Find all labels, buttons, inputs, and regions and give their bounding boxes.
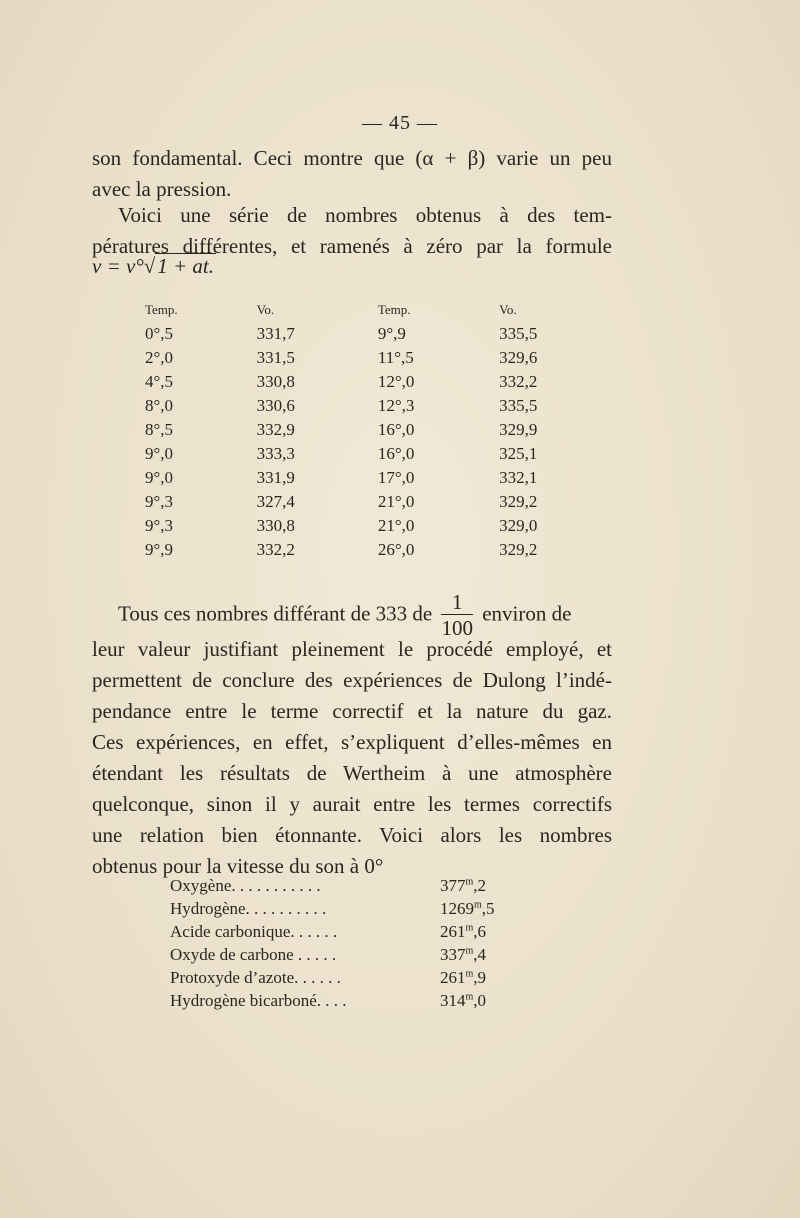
column-header: Vo. — [499, 302, 517, 317]
text-line: quelconque, sinon il y aurait entre les termes correctifs — [92, 792, 612, 816]
table-row — [100, 346, 580, 370]
table-cell: 330,8 — [256, 372, 295, 391]
gas-name: Acide carbonique. . . . . . — [170, 922, 338, 941]
table-cell: 331,9 — [256, 468, 295, 487]
gas-speed-value: 377 — [440, 876, 466, 895]
unit-superscript: m — [465, 991, 474, 1003]
gas-speed — [440, 945, 510, 968]
table-cell: 327,4 — [256, 492, 295, 511]
table-cell: 16°,0 — [377, 444, 415, 463]
gas-name: Oxygène. . . . . . . . . . . — [170, 876, 321, 895]
table-cell: 16°,0 — [377, 420, 415, 439]
column-header: Temp. — [377, 302, 411, 317]
table-cell: 335,5 — [499, 324, 538, 343]
list-item — [170, 968, 510, 991]
table-cell: 9°,9 — [145, 540, 174, 559]
fraction-numerator: 1 — [441, 590, 473, 615]
gas-speed-decimal: ,4 — [473, 945, 487, 964]
unit-superscript: m — [465, 945, 474, 957]
table-cell: 329,9 — [499, 420, 538, 439]
gas-speed-list — [170, 876, 510, 1014]
formula-left: v = v° — [92, 254, 144, 278]
column-header: Temp. — [145, 302, 178, 317]
table-cell: 11°,5 — [377, 348, 414, 367]
table-cell: 330,6 — [256, 396, 295, 415]
table-row — [100, 322, 580, 346]
unit-superscript: m — [474, 899, 482, 911]
paragraph-1 — [92, 143, 612, 205]
table-cell: 0°,5 — [145, 324, 174, 343]
table-cell: 329,0 — [499, 516, 538, 535]
table-cell: 17°,0 — [377, 468, 415, 487]
gas-speed-decimal: ,5 — [481, 899, 495, 918]
unit-superscript: m — [465, 922, 474, 934]
gas-speed-decimal: ,2 — [473, 876, 487, 895]
table-cell: 9°,0 — [145, 444, 174, 463]
unit-superscript: m — [465, 968, 474, 980]
table-cell: 332,2 — [256, 540, 295, 559]
gas-speed — [440, 876, 510, 899]
gas-speed-decimal: ,9 — [473, 968, 487, 987]
list-item — [170, 876, 510, 899]
formula-radicand: 1 + at. — [157, 254, 215, 278]
table-cell: 26°,0 — [377, 540, 415, 559]
table-row — [100, 490, 580, 514]
table-cell: 332,9 — [256, 420, 295, 439]
table-cell: 8°,5 — [145, 420, 174, 439]
table-cell: 12°,0 — [377, 372, 415, 391]
list-item — [170, 991, 510, 1014]
root-sign-icon: √ — [143, 254, 156, 278]
gas-speed — [440, 922, 510, 945]
list-item — [170, 945, 510, 968]
gas-speed-value: 337 — [440, 945, 466, 964]
table-cell: 21°,0 — [377, 516, 415, 535]
text-line: obtenus pour la vitesse du son à 0° — [92, 854, 384, 878]
gas-speed-value: 1269 — [440, 899, 474, 918]
temperature-table — [100, 300, 580, 562]
table-cell: 2°,0 — [145, 348, 174, 367]
table-cell: 325,1 — [499, 444, 538, 463]
table-cell: 332,1 — [499, 468, 538, 487]
gas-speed — [440, 899, 510, 922]
gas-speed-value: 261 — [440, 968, 466, 987]
text-line: Voici une série de nombres obtenus à des tem- — [118, 203, 612, 227]
gas-speed-decimal: ,0 — [473, 991, 487, 1010]
table-cell: 329,2 — [499, 492, 538, 511]
table-cell: 335,5 — [499, 396, 538, 415]
table-row — [100, 514, 580, 538]
gas-speed — [440, 968, 510, 991]
text-before-fraction: Tous ces nombres différant de 333 de — [118, 601, 433, 626]
table-cell: 9°,9 — [377, 324, 406, 343]
page-number: — 45 — — [362, 112, 438, 134]
table-row — [100, 442, 580, 466]
table-row — [100, 418, 580, 442]
table-cell: 329,2 — [499, 540, 538, 559]
table-body — [100, 322, 580, 562]
gas-speed-value: 314 — [440, 991, 466, 1010]
table-cell: 9°,3 — [145, 492, 174, 511]
paragraph-3 — [92, 634, 612, 882]
table-row — [100, 370, 580, 394]
list-item — [170, 899, 510, 922]
gas-name: Hydrogène. . . . . . . . . . — [170, 899, 327, 918]
text-line: leur valeur justifiant pleinement le procédé employé, et — [92, 637, 612, 661]
table-row — [100, 466, 580, 490]
gas-name: Hydrogène bicarboné. . . . — [170, 991, 347, 1010]
column-header: Vo. — [256, 302, 275, 317]
table-cell: 4°,5 — [145, 372, 174, 391]
unit-superscript: m — [465, 876, 474, 888]
table-row — [100, 538, 580, 562]
list-item — [170, 922, 510, 945]
formula — [92, 254, 216, 279]
table-cell: 330,8 — [256, 516, 295, 535]
text-line: étendant les résultats de Wertheim à une atmosphère — [92, 761, 612, 785]
text-line: une relation bien étonnante. Voici alors les nombres — [92, 823, 612, 847]
table-row — [100, 394, 580, 418]
table-cell: 333,3 — [256, 444, 295, 463]
table-cell: 9°,3 — [145, 516, 174, 535]
table-cell: 331,5 — [256, 348, 295, 367]
table-cell: 12°,3 — [377, 396, 415, 415]
fraction-denominator: 100 — [441, 616, 473, 640]
table-cell: 9°,0 — [145, 468, 174, 487]
text-line: permettent de conclure des expériences de Dulong l’indé- — [92, 668, 612, 692]
gas-speed-value: 261 — [440, 922, 466, 941]
gas-speed-decimal: ,6 — [473, 922, 487, 941]
text-line: avec la pression. — [92, 177, 232, 201]
table-cell: 332,2 — [499, 372, 538, 391]
table-cell: 21°,0 — [377, 492, 415, 511]
text-line: son fondamental. Ceci montre que (α + β) varie un peu — [92, 146, 612, 170]
gas-name: Oxyde de carbone . . . . . — [170, 945, 337, 964]
text-line: pendance entre le terme correctif et la nature du gaz. — [92, 699, 612, 723]
table-header-row — [100, 300, 580, 322]
table-cell: 8°,0 — [145, 396, 174, 415]
gas-name: Protoxyde d’azote. . . . . . — [170, 968, 341, 987]
table-cell: 329,6 — [499, 348, 538, 367]
gas-speed — [440, 991, 510, 1014]
table-cell: 331,7 — [256, 324, 295, 343]
text-line: pératures différentes, et ramenés à zéro par la formule — [92, 234, 612, 258]
text-after-fraction: environ de — [482, 601, 572, 626]
text-line: Ces expériences, en effet, s’expliquent d’elles-mêmes en — [92, 730, 612, 754]
